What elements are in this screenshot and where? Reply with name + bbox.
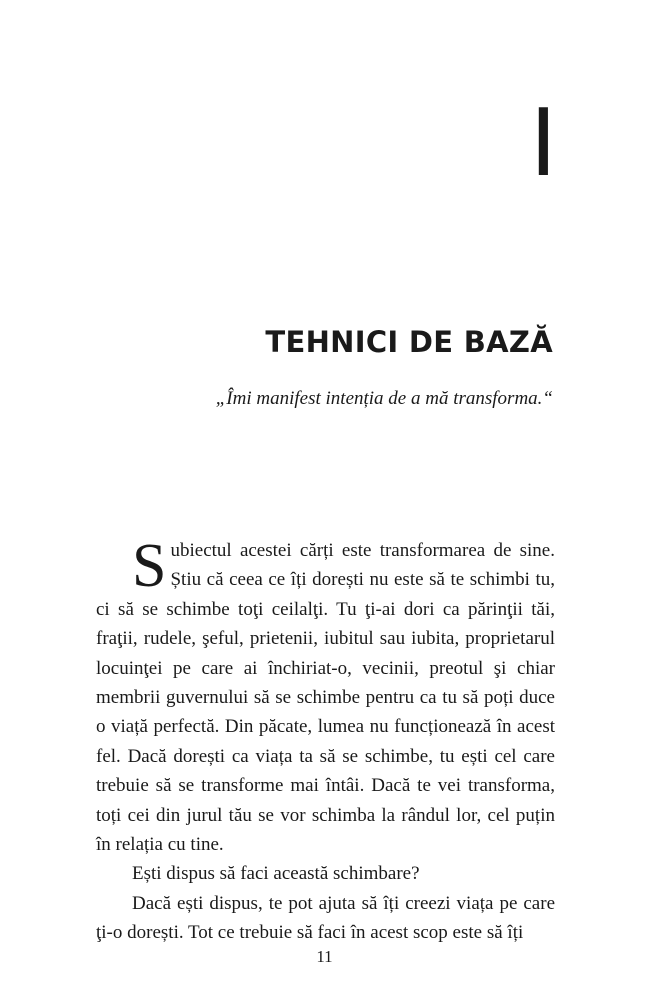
chapter-number: I xyxy=(529,86,557,196)
paragraph-3: Dacă ești dispus, te pot ajuta să îți creezi viața pe care ţi-o dorești. Tot ce trebuie să faci în acest scop este să îți xyxy=(96,892,555,944)
page-number: 11 xyxy=(316,947,333,966)
paragraph-1 xyxy=(96,532,555,859)
chapter-title: TEHNICI DE BAZĂ xyxy=(265,325,553,359)
paragraph-1-text: ubiectul acestei cărți este transformarea de sine. Știu că ceea ce îți dorești nu este să te schimbi tu, ci să se schimbe toţi ceilalţi. Tu ţi-ai dori ca părinţii tăi, fraţii, rudele, şeful, prietenii, iubitul sau iubita, proprietarul locuinţei pe care ai închiriat-o, vecinii, preotul şi chiar membrii guvernului să se schimbe pentru ca tu să poți duce o viață perfectă. Din păcate, lumea nu funcționează în acest fel. Dacă dorești ca viața ta să se schimbe, tu ești cel care trebuie să se transforme mai întâi. Dacă te vei transforma, toți cei din jurul tău se vor schimba la rândul lor, cel puțin în relația cu tine. xyxy=(96,540,555,856)
drop-cap: S xyxy=(132,532,167,600)
paragraph-2: Ești dispus să faci această schimbare? xyxy=(132,863,420,885)
body-text xyxy=(96,532,555,948)
epigraph: „Îmi manifest intenția de a mă transforma.“ xyxy=(215,388,553,409)
